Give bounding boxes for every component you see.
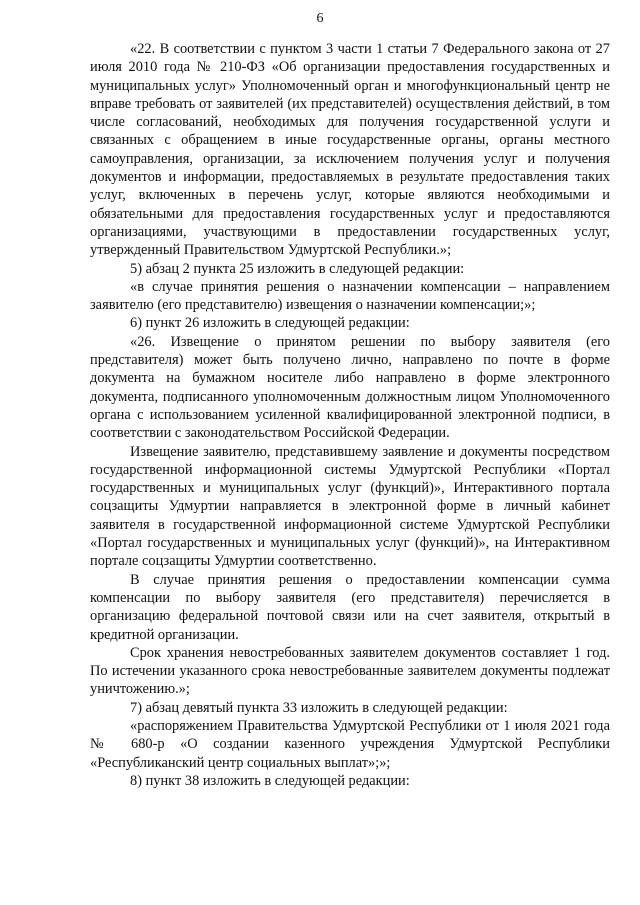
page-number: 6 <box>316 11 324 26</box>
storage-term-text: Срок хранения невостребованных заявителем документов составляет 1 год. По истечении указанного срока невостребованные заявителем документы подлежат уничтожению.»; <box>90 644 610 698</box>
amendment-7-text: «распоряжением Правительства Удмуртской Республики от 1 июля 2021 года № 680-р «О создании казенного учреждения Удмуртской Республики «Республиканский центр социальных выплат»;»; <box>90 717 610 771</box>
notification-electronic-text: Извещение заявителю, представившему заявление и документы посредством государственной информационной системы Удмуртской Республики «Портал государственных и муниципальных услуг (функций)», Интерактивного портала соцзащиты Удмуртии направляется в электронной форме в личный кабинет заявителя в государственной информационной системе Удмуртской Республики «Портал государственных и муниципальных услуг (функций)», на Интерактивном портале соцзащиты Удмуртии соответственно. <box>90 443 610 570</box>
document-body <box>90 40 610 790</box>
paragraph-26-text: «26. Извещение о принятом решении по выбору заявителя (его представителя) может быть получено лично, направлено по почте в форме документа на бумажном носителе либо направлено в форме электронного документа, подписанного уполномоченным должностным лицом Уполномоченного органа с использованием усиленной квалифицированной электронной подписи, в соответствии с законодательством Российской Федерации. <box>90 333 610 442</box>
amendment-6-heading: 6) пункт 26 изложить в следующей редакции: <box>130 315 410 332</box>
amendment-5-text: «в случае принятия решения о назначении компенсации – направлением заявителю (его представителю) извещения о назначении компенсации;»; <box>90 278 610 314</box>
amendment-8-heading: 8) пункт 38 изложить в следующей редакции: <box>130 772 410 789</box>
amendment-5-heading: 5) абзац 2 пункта 25 изложить в следующей редакции: <box>130 260 465 277</box>
amendment-7-heading: 7) абзац девятый пункта 33 изложить в следующей редакции: <box>130 699 508 716</box>
compensation-transfer-text: В случае принятия решения о предоставлении компенсации сумма компенсации по выбору заявителя (его представителя) перечисляется в организацию федеральной почтовой связи или на счет заявителя, открытый в кредитной организации. <box>90 571 610 643</box>
paragraph-22-text: «22. В соответствии с пунктом 3 части 1 статьи 7 Федерального закона от 27 июля 2010 года № 210-ФЗ «Об организации предоставления государственных и муниципальных услуг» Уполномоченный орган и многофункциональный центр не вправе требовать от заявителей (их представителей) осуществления действий, в том числе согласований, необходимых для получения государственной услуги и связанных с обращением в иные государственные органы, органы местного самоуправления, организации, за исключением получения услуг и получения документов и информации, предоставляемых в результате предоставления таких услуг, включенных в перечень услуг, которые являются необходимыми и обязательными для предоставления государственных услуг и предоставляются организациями, участвующими в предоставлении государственных услуг, утвержденный Правительством Удмуртской Республики.»; <box>90 41 610 259</box>
